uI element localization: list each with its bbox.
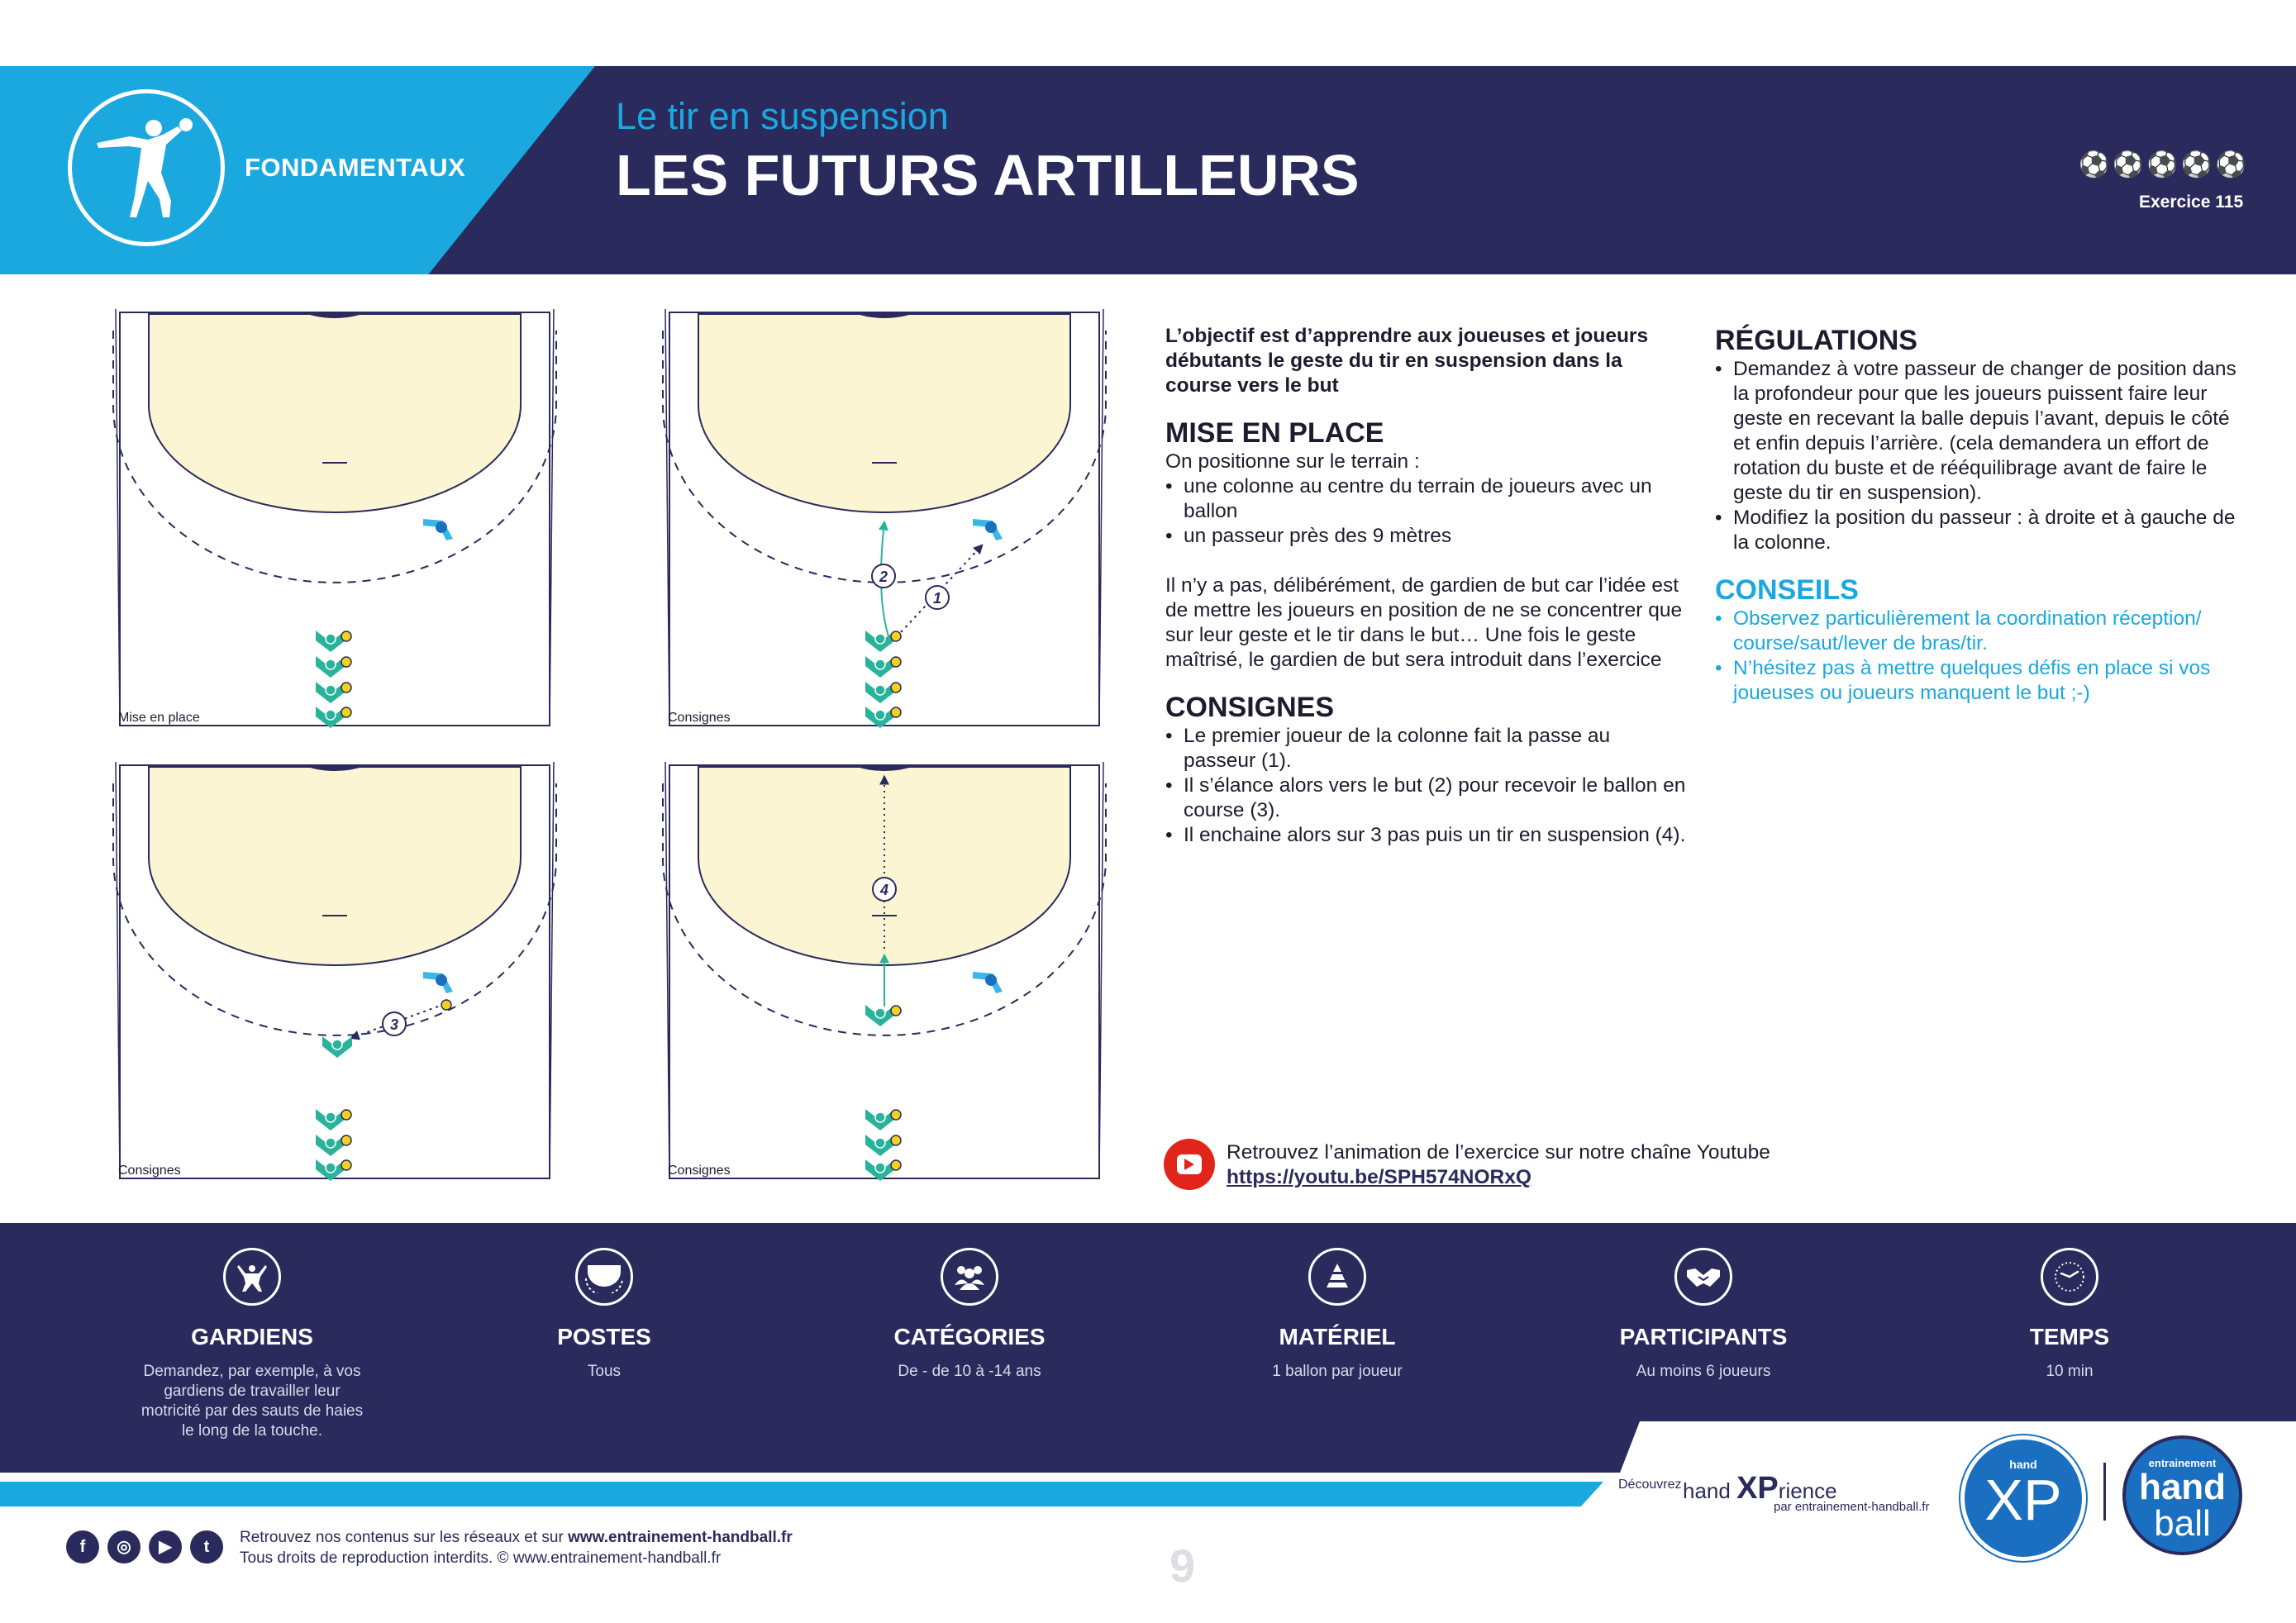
court-label: Consignes <box>668 1164 731 1178</box>
hb-logo-ball: ball <box>2154 1503 2211 1544</box>
setup-list <box>1165 474 1686 549</box>
ball-icon: ⚽ <box>2181 151 2216 178</box>
info-title: CATÉGORIES <box>893 1324 1046 1349</box>
description-column <box>1165 324 1686 848</box>
page-subtitle: Le tir en suspension <box>616 95 949 137</box>
court-diagram-setup <box>103 306 566 735</box>
logo-divider <box>2103 1463 2106 1521</box>
list-item: • Observez particulièrement la coordination réception/ course/saut/lever de bras/tir. <box>1715 607 2244 656</box>
entrainement-handball-logo[interactable] <box>2122 1435 2242 1555</box>
info-temps <box>1933 1248 2206 1382</box>
cone-icon <box>1308 1248 1366 1306</box>
handxp-logo[interactable] <box>1960 1435 2086 1561</box>
list-item: • Modifiez la position du passeur : à droite et à gauche de la colonne. <box>1715 506 2244 555</box>
step-number: 4 <box>879 882 889 898</box>
handshake-icon <box>1674 1248 1732 1306</box>
step-number: 2 <box>879 569 888 585</box>
section-heading-conseils: CONSEILS <box>1715 574 1859 606</box>
section-heading-regulations: RÉGULATIONS <box>1715 325 1917 356</box>
info-title: POSTES <box>557 1324 651 1349</box>
clock-icon <box>2041 1248 2098 1306</box>
ball-icon: ⚽ <box>2146 151 2182 178</box>
ball-icon: ⚽ <box>2079 151 2113 178</box>
ball-icon: ⚽ <box>2215 151 2250 178</box>
info-text: Tous <box>587 1363 622 1380</box>
list-item: • Demandez à votre passeur de changer de position dans la profondeur pour que les joueurs puissent faire leur geste en recevant la balle depuis l’avant, depuis le côté et enfin depuis l’arrière. (cela demandera un effort de rotation du buste et de rééquilibrage avant de faire le geste du tir en suspension). <box>1715 357 2244 506</box>
footer-stripe <box>0 1482 1603 1506</box>
play-icon <box>1184 1159 1194 1170</box>
regulations-list <box>1715 357 2244 555</box>
page-title: LES FUTURS ARTILLEURS <box>616 143 1360 207</box>
list-item: • Il s’élance alors vers le but (2) pour recevoir le ballon en course (3). <box>1165 773 1686 823</box>
discover-label: Découvrez <box>1618 1478 1682 1492</box>
youtube-promo <box>1227 1140 1770 1190</box>
step-number: 3 <box>389 1016 399 1033</box>
info-title: MATÉRIEL <box>1279 1324 1396 1349</box>
setup-lead: On positionne sur le terrain : <box>1165 450 1420 473</box>
footer-text <box>240 1527 793 1568</box>
info-title: PARTICIPANTS <box>1619 1324 1788 1349</box>
info-title: GARDIENS <box>191 1324 313 1349</box>
social-lead: Retrouvez nos contenus sur les réseaux et sur <box>240 1529 569 1546</box>
xp-logo-big: XP <box>1984 1468 2062 1532</box>
court-label: Consignes <box>118 1164 181 1178</box>
facebook-icon[interactable]: f <box>66 1530 99 1564</box>
site-link[interactable]: www.entrainement-handball.fr <box>568 1529 793 1546</box>
court-icon <box>575 1248 633 1306</box>
step-number: 1 <box>932 590 942 607</box>
instagram-icon[interactable]: ◎ <box>107 1530 141 1564</box>
info-text: De - de 10 à -14 ans <box>898 1363 1041 1380</box>
social-line <box>240 1527 793 1548</box>
brand-hand: hand <box>1683 1478 1731 1503</box>
page-number: 9 <box>1169 1540 1196 1592</box>
info-gardiens <box>116 1248 388 1441</box>
youtube-text: Retrouvez l’animation de l’exercice sur notre chaîne Youtube <box>1227 1141 1770 1164</box>
section-heading-mise-en-place: MISE EN PLACE <box>1165 417 1384 449</box>
list-item: • une colonne au centre du terrain de joueurs avec un ballon <box>1165 474 1686 524</box>
hb-logo-small: entrainement <box>2148 1457 2217 1469</box>
court-label: Mise en place <box>118 711 200 725</box>
brand-by: par entrainement-handball.fr <box>1774 1500 1930 1514</box>
thrower-silhouette-icon <box>72 93 221 242</box>
consignes-list <box>1165 724 1686 848</box>
group-icon <box>941 1248 998 1306</box>
info-text: 1 ballon par joueur <box>1272 1363 1403 1380</box>
goalkeeper-icon <box>223 1248 281 1306</box>
xp-logo-small: hand <box>2009 1458 2037 1471</box>
conseils-list <box>1715 607 2244 706</box>
difficulty-rating <box>2079 150 2250 179</box>
court-diagram-pass <box>653 306 1116 735</box>
info-materiel <box>1201 1248 1474 1382</box>
info-participants <box>1567 1248 1840 1382</box>
category-label: FONDAMENTAUX <box>245 153 466 182</box>
info-text: 10 min <box>2046 1363 2094 1380</box>
info-postes <box>468 1248 741 1382</box>
info-text: Au moins 6 joueurs <box>1636 1363 1771 1380</box>
objective-text: L’objectif est d’apprendre aux joueuses et joueurs débutants le geste du tir en suspension dans la course vers le but <box>1165 325 1649 397</box>
list-item: • N’hésitez pas à mettre quelques défis en place si vos joueuses ou joueurs manquent le but ;-) <box>1715 656 2244 706</box>
hb-logo-hand: hand <box>2138 1467 2227 1507</box>
list-item: • Il enchaine alors sur 3 pas puis un tir en suspension (4). <box>1165 823 1686 848</box>
info-categories <box>833 1248 1106 1382</box>
court-label: Consignes <box>668 711 731 725</box>
list-item: • Le premier joueur de la colonne fait la passe au passeur (1). <box>1165 724 1686 773</box>
social-links <box>66 1530 231 1564</box>
rights-line: Tous droits de reproduction interdits. © www.entrainement-handball.fr <box>240 1549 722 1567</box>
info-title: TEMPS <box>2029 1324 2110 1349</box>
court-diagram-shot <box>653 759 1116 1188</box>
court-diagram-reception <box>103 759 566 1188</box>
youtube-link[interactable]: https://youtu.be/SPH574NORxQ <box>1227 1166 1531 1188</box>
brand-xp: XP <box>1736 1471 1779 1506</box>
ball-icon: ⚽ <box>2113 151 2147 178</box>
youtube-social-icon[interactable]: ▶ <box>149 1530 182 1564</box>
handball-player-logo <box>68 89 225 246</box>
advice-column <box>1715 324 2244 706</box>
exercise-number: Exercice 115 <box>2139 193 2244 212</box>
section-heading-consignes: CONSIGNES <box>1165 692 1335 723</box>
list-item: • un passeur près des 9 mètres <box>1165 524 1686 549</box>
info-text: Demandez, par exemple, à vos gardiens de travailler leur motricité par des sauts de haies le long de la touche. <box>141 1363 364 1440</box>
brand-rience: rience <box>1778 1478 1837 1503</box>
setup-note: Il n’y a pas, délibérément, de gardien de but car l’idée est de mettre les joueurs en position de ne se concentrer que sur leur geste et le tir dans le but… Une fois le geste maîtrisé, le gardien de but sera introduit dans l’exercice <box>1165 574 1683 671</box>
twitter-icon[interactable]: t <box>190 1530 223 1564</box>
